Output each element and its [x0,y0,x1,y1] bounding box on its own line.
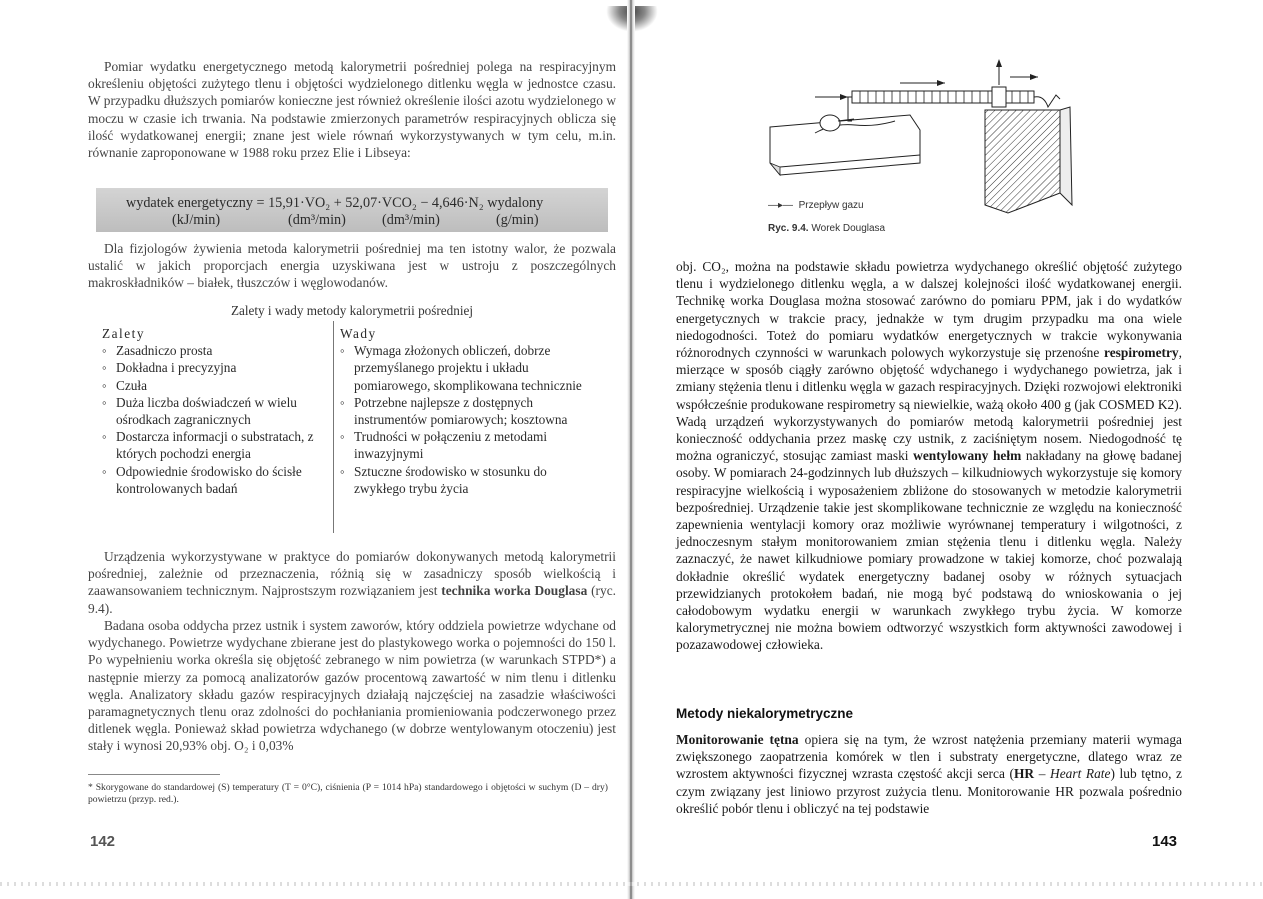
heart-rate-term: Heart Rate [1050,766,1111,782]
hr-monitoring-term: Monitorowanie tętna [676,732,799,747]
paragraph-heart-rate: Monitorowanie tętna opiera się na tym, że wzrost natężenia przemiany materii wymaga zwiększonego zaopatrzenia komórek w tlen i substraty energetyczne, dlatego wraz ze wzrostem aktywności fizycznej wzrasta częstość akcji serca (HR – Heart Rate) lub tętno, z czym związany jest liniowo przyrost zużycia tlenu. Monitorowanie HR pozwala pośrednio określić pobór tlenu i obliczyć na tej podstawie [676,732,1182,816]
page-number-right: 143 [1152,833,1178,850]
formula-unit-vo2: (dm³/min) [288,212,346,228]
disadvantage-item: ◦ Potrzebne najlepsze z dostępnych instrumentów pomiarowych; kosztowna [340,394,590,428]
figure-caption [768,223,885,234]
disadvantage-item: ◦ Sztuczne środowisko w stosunku do zwykłego trybu życia [340,463,590,497]
flow-arrow-icon: —▸— [768,200,794,211]
formula-equation: wydatek energetyczny = 15,91·VO₂ + 52,07·VCO₂ − 4,646·N₂ wydalony [126,195,544,211]
disadvantages-column [340,325,590,497]
ventilated-helmet-term: wentylowany hełm [913,448,1022,464]
table-column-divider [333,321,334,533]
advantage-item: ◦ Dostarcza informacji o substratach, z których pochodzi energia [102,428,330,462]
paragraph-procedure: Badana osoba oddycha przez ustnik i system zaworów, który oddziela powietrze wdychane od wydychanego. Powietrze wydychane zbierane jest do plastykowego worka o pojemności do 150 l. Po wypełnieniu worka określa się objętość zebranego w nim powietrza (w warunkach STPD*) a następnie mierzy za pomocą analizatorów gazów procentową zawartość w nim tlenu i ditlenku węgla. Analizatory składu gazów respiracyjnych działają najczęściej na zasadzie właściwości paramagnetycznych tlenu oraz zdolności do pochłaniania promieniowania podczerwonego przez ditlenek węgla. Ponieważ skład powietrza wdychanego (w dobrze wentylowanym otoczeniu) jest stały i wynosi 20,93% obj. O₂ i 0,03% [88,618,616,754]
section-heading: Metody niekalorymetryczne [676,706,854,721]
advantage-item: ◦ Dokładna i precyzyjna [102,359,330,376]
figure-legend [768,200,864,211]
disadvantage-item: ◦ Wymaga złożonych obliczeń, dobrze przemyślanego projektu i układu pomiarowego, skomplikowana technicznie [340,342,590,394]
figure-caption-label: Ryc. 9.4. [768,223,809,234]
disadvantages-header: Wady [340,326,377,341]
advantage-item: ◦ Odpowiednie środowisko do ścisłe kontrolowanych badań [102,463,330,497]
figure-legend-label: Przepływ gazu [798,200,864,211]
douglas-bag-term: technika worka Douglasa [441,583,588,599]
advantages-header: Zalety [102,326,145,341]
scan-edge-noise [0,882,1263,886]
footnote: * Skorygowane do standardowej (S) temperatury (T = 0°C), ciśnienia (P = 1014 hPa) standardowego i objętości w suchym (D – dry) powietrzu (przyp. red.). [88,782,608,805]
advantages-column [102,325,330,497]
devices-text: Urządzenia wykorzystywane w praktyce do pomiarów dokonywanych metodą kalorymetrii pośredniej, zależnie od przeznaczenia, różnią się w zasadniczy sposób wielkością i zaawansowaniem technicznym. Najprostszym rozwiązaniem jest [88,549,616,599]
paragraph-physiologists: Dla fizjologów żywienia metoda kalorymetrii pośredniej ma ten istotny walor, że pozwala ustalić w jakich proporcjach energia uzyskiwana jest w ustroju z poszczególnych makroskładników – białek, tłuszczów i węglowodanów. [88,241,616,291]
paragraph-devices [88,548,616,617]
page-number-left: 142 [90,833,116,850]
paragraph-respirometry: obj. CO₂, można na podstawie składu powietrza wydychanego określić objętość zużytego tlenu i wydzielonego ditlenku węgla, a w dalszej kolejności ilość wydatkowanej energii. Technikę worka Douglasa można stosować zarówno do pomiaru PPM, jak i do wydatków energetycznych w trakcie pracy, jednakże w tym drugim przypadku ma ona wiele niedogodności. Toteż do pomiaru wydatków energetycznych w trakcie wykonywania różnorodnych czynności w warunkach polowych wykorzystuje się przenośne respirometry, mierzące w sposób ciągły zarówno objętość wdychanego i wydychanego powietrza, jak i zmiany stężenia tlenu i ditlenku węgla w gazach respiracyjnych. Dzięki rozwojowi elektroniki współcześnie produkowane respirometry są niewielkie, ważą około 400 g (jak COSMED K2). Wadą urządzeń wykorzystywanych do pomiarów metodą kalorymetrii pośredniej jest konieczność oddychania przez maskę czy ustnik, z zaciśniętym nosem. Niedogodność tę można ograniczyć, stosując zamiast maski wentylowany hełm nakładany na głowę badanej osoby. W pomiarach 24-godzinnych lub dłuższych – kilkudniowych wykorzystuje się komory respiracyjne wielkością i wyposażeniem zbliżone do stosowanych w metodzie kalorymetrii bezpośredniej. Urządzenie takie jest skomplikowane technicznie ze względu na konieczność zapewnienia wentylacji komory oraz możliwie wyrównanej temperatury i wilgotności, z jednoczesnym stałym monitorowaniem zmian stężenia tlenu i ditlenku węgla. Należy zaznaczyć, że nawet kilkudniowe pomiary prowadzone w takiej komorze, choć pozwalają dokładnie określić wydatek energetyczny badanej osoby w różnych sytuacjach przewidzianych protokołem badań, nie mogą być podstawą do wnioskowania o jej całodobowym wydatku energii w warunkach zwykłego trybu życia. W komorze kalorymetrycznej nie można bowiem odtworzyć wszystkich form aktywności zawodowej i pozazawodowej człowieka. [676,259,1182,653]
figure-caption-text: Worek Douglasa [811,223,886,234]
formula-unit-n2: (g/min) [496,212,539,228]
advantage-item: ◦ Duża liczba doświadczeń w wielu ośrodkach zagranicznych [102,394,330,428]
energy-formula-box [96,188,608,232]
respirometry-term: respirometry [1104,345,1179,361]
table-title: Zalety i wady metody kalorymetrii pośredniej [230,303,474,318]
formula-unit-vco2: (dm³/min) [382,212,440,228]
advantage-item: ◦ Zasadniczo prosta [102,342,330,359]
figure-reference: (ryc. 9.4). [88,583,616,616]
disadvantage-item: ◦ Trudności w połączeniu z metodami inwazyjnymi [340,428,590,462]
douglas-bag [985,95,1072,213]
intro-paragraph: Pomiar wydatku energetycznego metodą kalorymetrii pośredniej polega na respiracyjnym określeniu objętości zużytego tlenu i objętości wydzielonego ditlenku węgla w jednostce czasu. W przypadku dłuższych pomiarów konieczne jest również określenie ilości azotu wydzielonego w moczu w czasie ich trwania. Na podstawie zmierzonych parametrów respiracyjnych oblicza się ilość wydatkowanej energii; znane jest wiele równań wykorzystywanych w tym celu, m.in. równanie zaproponowane w 1988 roku przez Elie i Libseya: [88,59,616,161]
footnote-rule [88,774,220,775]
advantage-item: ◦ Czuła [102,377,330,394]
formula-unit-kj: (kJ/min) [172,212,221,228]
hr-abbreviation: HR [1014,766,1035,782]
patient-bed-illustration [770,115,920,175]
